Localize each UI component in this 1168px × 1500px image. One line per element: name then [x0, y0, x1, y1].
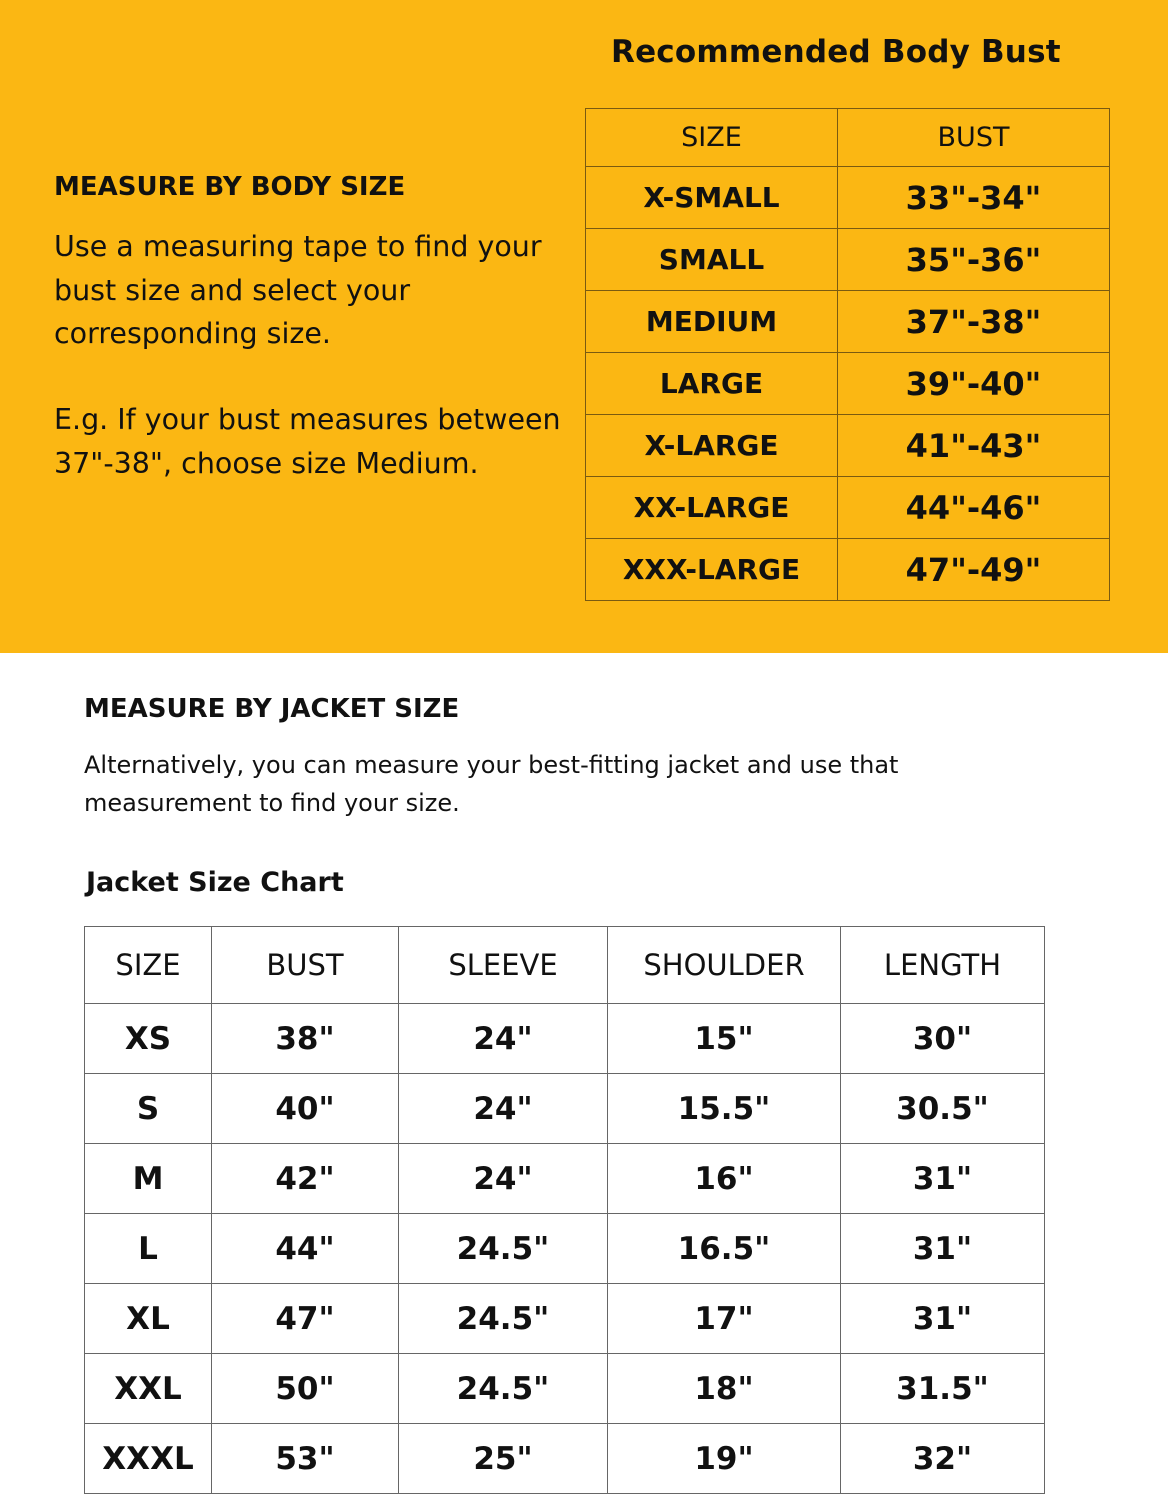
size-cell: XL	[85, 1284, 212, 1354]
sleeve-cell: 24.5"	[399, 1284, 608, 1354]
jacket-size-table	[84, 926, 1045, 1494]
length-cell: 30"	[841, 1004, 1045, 1074]
sleeve-cell: 25"	[399, 1424, 608, 1494]
size-cell: LARGE	[586, 353, 838, 415]
table-row	[586, 167, 1110, 229]
size-cell: XX-LARGE	[586, 477, 838, 539]
sleeve-cell: 24.5"	[399, 1214, 608, 1284]
jacket-header-length: LENGTH	[841, 927, 1045, 1004]
sleeve-cell: 24.5"	[399, 1354, 608, 1424]
shoulder-cell: 16.5"	[608, 1214, 841, 1284]
shoulder-cell: 15.5"	[608, 1074, 841, 1144]
size-cell: X-LARGE	[586, 415, 838, 477]
size-cell: S	[85, 1074, 212, 1144]
table-row	[586, 291, 1110, 353]
size-cell: X-SMALL	[586, 167, 838, 229]
size-cell: XXX-LARGE	[586, 539, 838, 601]
jacket-header-sleeve: SLEEVE	[399, 927, 608, 1004]
size-cell: XS	[85, 1004, 212, 1074]
length-cell: 31"	[841, 1284, 1045, 1354]
length-cell: 31.5"	[841, 1354, 1045, 1424]
shoulder-cell: 16"	[608, 1144, 841, 1214]
bust-table-header-size: SIZE	[586, 109, 838, 167]
jacket-header-bust: BUST	[212, 927, 399, 1004]
bust-cell: 41"-43"	[838, 415, 1110, 477]
length-cell: 32"	[841, 1424, 1045, 1494]
bust-cell: 44"	[212, 1214, 399, 1284]
body-bust-title: Recommended Body Bust	[611, 34, 1061, 70]
measure-body-example: E.g. If your bust measures between 37"-38", choose size Medium.	[54, 403, 561, 480]
measure-jacket-heading: MEASURE BY JACKET SIZE	[84, 694, 460, 724]
length-cell: 30.5"	[841, 1074, 1045, 1144]
jacket-header-shoulder: SHOULDER	[608, 927, 841, 1004]
bust-cell: 39"-40"	[838, 353, 1110, 415]
table-row	[85, 1284, 1045, 1354]
table-row	[85, 1354, 1045, 1424]
bust-cell: 40"	[212, 1074, 399, 1144]
shoulder-cell: 19"	[608, 1424, 841, 1494]
table-row	[586, 353, 1110, 415]
size-cell: XXL	[85, 1354, 212, 1424]
jacket-chart-title: Jacket Size Chart	[86, 867, 344, 898]
bust-cell: 33"-34"	[838, 167, 1110, 229]
bust-cell: 50"	[212, 1354, 399, 1424]
measure-jacket-instructions: Alternatively, you can measure your best-fitting jacket and use that measurement to find your size.	[84, 751, 899, 817]
bust-cell: 42"	[212, 1144, 399, 1214]
shoulder-cell: 18"	[608, 1354, 841, 1424]
table-row	[586, 477, 1110, 539]
table-row	[85, 1144, 1045, 1214]
size-cell: SMALL	[586, 229, 838, 291]
table-row	[586, 539, 1110, 601]
size-cell: L	[85, 1214, 212, 1284]
table-row	[85, 1004, 1045, 1074]
sleeve-cell: 24"	[399, 1144, 608, 1214]
bust-cell: 37"-38"	[838, 291, 1110, 353]
body-bust-table	[585, 108, 1110, 601]
bust-cell: 47"	[212, 1284, 399, 1354]
measure-body-instructions: Use a measuring tape to find your bust size and select your corresponding size.	[54, 230, 542, 350]
table-row	[586, 229, 1110, 291]
bust-table-header-bust: BUST	[838, 109, 1110, 167]
table-row	[85, 1214, 1045, 1284]
table-row	[85, 1074, 1045, 1144]
bust-cell: 53"	[212, 1424, 399, 1494]
bust-cell: 38"	[212, 1004, 399, 1074]
shoulder-cell: 17"	[608, 1284, 841, 1354]
bust-cell: 44"-46"	[838, 477, 1110, 539]
jacket-header-size: SIZE	[85, 927, 212, 1004]
sleeve-cell: 24"	[399, 1004, 608, 1074]
table-row	[586, 415, 1110, 477]
size-cell: MEDIUM	[586, 291, 838, 353]
size-cell: M	[85, 1144, 212, 1214]
shoulder-cell: 15"	[608, 1004, 841, 1074]
table-row	[85, 1424, 1045, 1494]
bust-cell: 47"-49"	[838, 539, 1110, 601]
sleeve-cell: 24"	[399, 1074, 608, 1144]
measure-body-heading: MEASURE BY BODY SIZE	[54, 172, 406, 202]
length-cell: 31"	[841, 1214, 1045, 1284]
length-cell: 31"	[841, 1144, 1045, 1214]
size-cell: XXXL	[85, 1424, 212, 1494]
bust-cell: 35"-36"	[838, 229, 1110, 291]
